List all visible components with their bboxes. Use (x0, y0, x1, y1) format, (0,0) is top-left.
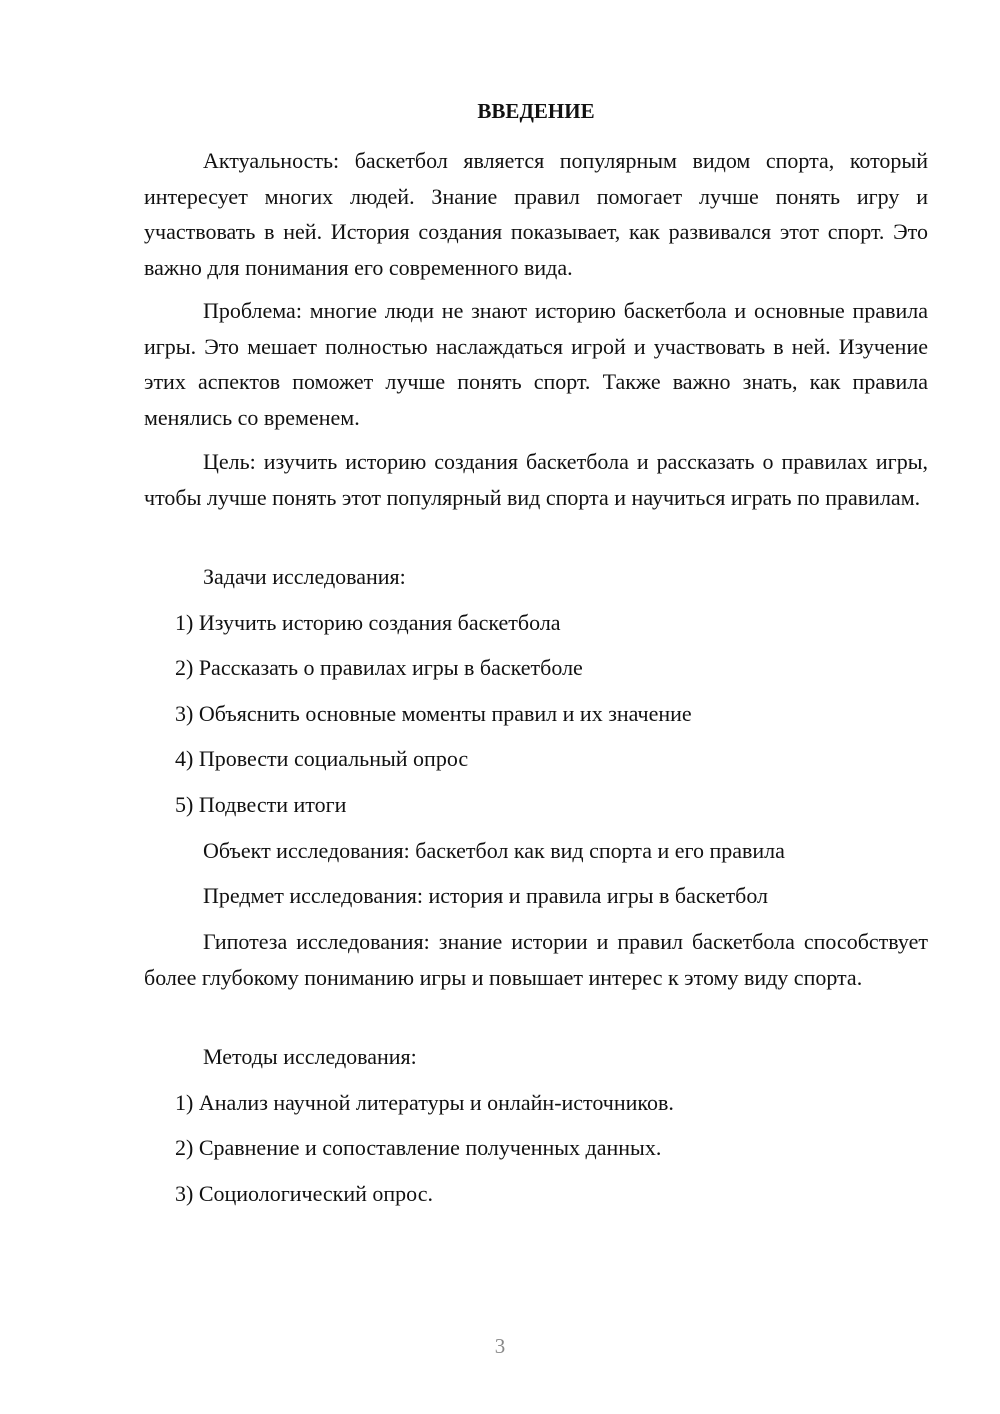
research-object: Объект исследования: баскетбол как вид спорта и его правила (203, 838, 785, 863)
method-item: 3) Социологический опрос. (175, 1181, 433, 1206)
task-item: 5) Подвести итоги (175, 792, 347, 817)
research-subject: Предмет исследования: история и правила игры в баскетбол (203, 883, 769, 908)
task-item: 2) Рассказать о правилах игры в баскетболе (175, 655, 583, 680)
page-number: 3 (494, 1334, 506, 1358)
hypothesis-paragraph: Гипотеза исследования: знание истории и правил баскетбола способствует более глубокому пониманию игры и повышает интерес к этому виду спорта. (144, 929, 928, 990)
goal-paragraph: Цель: изучить историю создания баскетбола и рассказать о правилах игры, чтобы лучше понять этот популярный вид спорта и научиться играть по правилам. (144, 449, 928, 510)
document-page (144, 0, 928, 1414)
method-item: 2) Сравнение и сопоставление полученных данных. (175, 1135, 662, 1160)
method-item: 1) Анализ научной литературы и онлайн-источников. (175, 1090, 674, 1115)
section-heading: ВВЕДЕНИЕ (477, 99, 595, 123)
task-item: 1) Изучить историю создания баскетбола (175, 610, 561, 635)
task-item: 4) Провести социальный опрос (175, 746, 469, 771)
methods-title: Методы исследования: (203, 1044, 417, 1069)
tasks-title: Задачи исследования: (203, 564, 406, 589)
problem-paragraph: Проблема: многие люди не знают историю баскетбола и основные правила игры. Это мешает полностью наслаждаться игрой и участвовать в ней. Изучение этих аспектов поможет лучше понять спорт. Также важно знать, как правила менялись со временем. (144, 298, 928, 430)
task-item: 3) Объяснить основные моменты правил и их значение (175, 701, 692, 726)
relevance-paragraph: Актуальность: баскетбол является популярным видом спорта, который интересует многих людей. Знание правил помогает лучше понять игру и участвовать в ней. История создания показывает, как развивался этот спорт. Это важно для понимания его современного вида. (144, 148, 928, 280)
